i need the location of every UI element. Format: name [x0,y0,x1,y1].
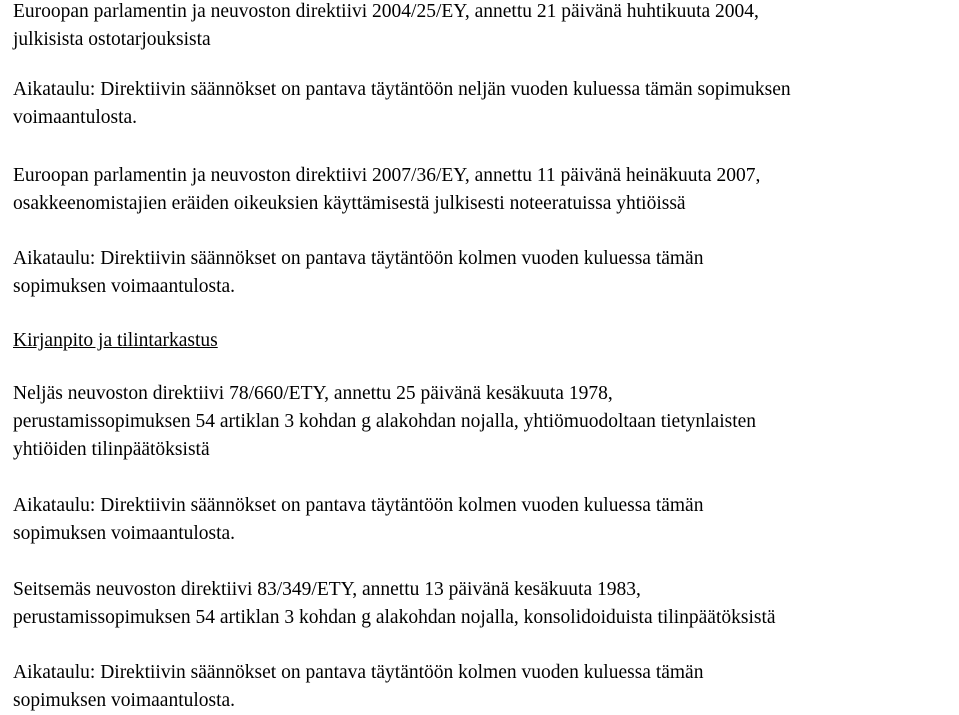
text-line: perustamissopimuksen 54 artiklan 3 kohdan g alakohdan nojalla, konsolidoiduista tilinpäätöksistä [13,607,776,628]
section-heading-accounting [13,327,948,355]
directive-83-349-schedule [13,659,948,715]
text-line: Seitsemäs neuvoston direktiivi 83/349/ETY, annettu 13 päivänä kesäkuuta 1983, [13,579,641,600]
text-line: Euroopan parlamentin ja neuvoston direktiivi 2007/36/EY, annettu 11 päivänä heinäkuuta 2007, [13,165,761,186]
text-line: Aikataulu: Direktiivin säännökset on pantava täytäntöön kolmen vuoden kuluessa tämän [13,662,704,683]
directive-2004-25-schedule [13,76,948,132]
directive-83-349-title [13,576,948,632]
text-line: voimaantulosta. [13,107,138,128]
directive-2007-36-schedule [13,245,948,301]
text-line: osakkeenomistajien eräiden oikeuksien käyttämisestä julkisesti noteeratuissa yhtiöissä [13,193,686,214]
text-line: yhtiöiden tilinpäätöksistä [13,439,210,460]
directive-2004-25-title [13,0,948,54]
text-line: Aikataulu: Direktiivin säännökset on pantava täytäntöön neljän vuoden kuluessa tämän sopimuksen [13,79,791,100]
text-line: perustamissopimuksen 54 artiklan 3 kohdan g alakohdan nojalla, yhtiömuodoltaan tietynlaisten [13,411,757,432]
directive-78-660-schedule [13,492,948,548]
text-line: Aikataulu: Direktiivin säännökset on pantava täytäntöön kolmen vuoden kuluessa tämän [13,248,704,269]
text-line: Aikataulu: Direktiivin säännökset on pantava täytäntöön kolmen vuoden kuluessa tämän [13,495,704,516]
directive-78-660-title [13,380,948,464]
section-heading-text: Kirjanpito ja tilintarkastus [13,330,218,351]
text-line: sopimuksen voimaantulosta. [13,523,236,544]
text-line: sopimuksen voimaantulosta. [13,690,236,711]
text-line: Neljäs neuvoston direktiivi 78/660/ETY, annettu 25 päivänä kesäkuuta 1978, [13,383,613,404]
text-line: julkisista ostotarjouksista [13,29,211,50]
text-line: Euroopan parlamentin ja neuvoston direktiivi 2004/25/EY, annettu 21 päivänä huhtikuuta 2004, [13,1,759,22]
directive-2007-36-title [13,162,948,218]
text-line: sopimuksen voimaantulosta. [13,276,236,297]
